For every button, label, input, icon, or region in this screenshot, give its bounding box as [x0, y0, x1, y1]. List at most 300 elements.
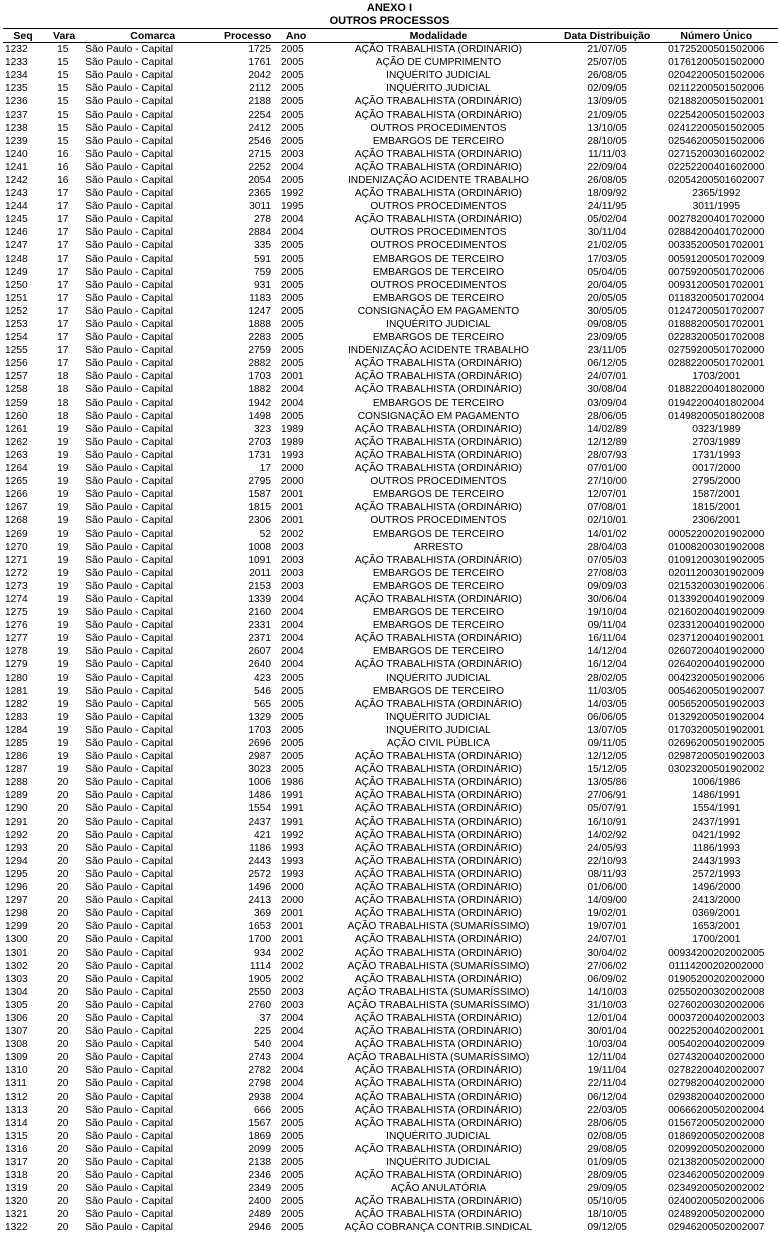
cell-modalidade: AÇÃO TRABALHISTA (ORDINÁRIO) — [354, 855, 523, 867]
cell-modalidade: AÇÃO ANULATÓRIA — [390, 1183, 487, 1195]
cell-ano: 2005 — [281, 83, 304, 95]
table-row — [3, 344, 778, 357]
cell-comarca: São Paulo - Capital — [85, 1157, 174, 1169]
cell-data-distribuicao: 18/10/05 — [587, 1209, 627, 1221]
cell-data-distribuicao: 21/09/05 — [587, 109, 627, 121]
cell-ano: 1989 — [281, 423, 304, 435]
cell-modalidade: INQUÉRITO JUDICIAL — [386, 711, 491, 723]
cell-vara: 20 — [57, 1170, 69, 1182]
cell-seq: 1270 — [5, 541, 28, 553]
cell-vara: 18 — [57, 410, 69, 422]
cell-comarca: São Paulo - Capital — [85, 855, 174, 867]
cell-modalidade: AÇÃO TRABALHISTA (ORDINÁRIO) — [354, 764, 523, 776]
cell-vara: 20 — [57, 1078, 69, 1090]
column-header-processo: Processo — [220, 29, 275, 43]
cell-ano: 1993 — [281, 449, 304, 461]
cell-comarca: São Paulo - Capital — [85, 986, 174, 998]
cell-vara: 15 — [57, 96, 69, 108]
cell-vara: 19 — [57, 698, 69, 710]
table-row — [3, 449, 778, 462]
cell-modalidade: AÇÃO TRABALHISTA (ORDINÁRIO) — [354, 816, 523, 828]
cell-seq: 1237 — [5, 109, 28, 121]
column-header-comarca: Comarca — [85, 29, 220, 43]
cell-modalidade: INQUÉRITO JUDICIAL — [386, 1157, 491, 1169]
cell-processo: 1496 — [248, 882, 272, 894]
table-row — [3, 567, 778, 580]
cell-data-distribuicao: 05/02/04 — [587, 214, 627, 226]
cell-vara: 19 — [57, 502, 69, 514]
table-row — [3, 226, 778, 239]
cell-seq: 1295 — [5, 868, 28, 880]
cell-ano: 2005 — [281, 44, 304, 56]
table-row — [3, 135, 778, 148]
cell-vara: 20 — [57, 921, 69, 933]
cell-modalidade: AÇÃO TRABALHISTA (ORDINÁRIO) — [354, 659, 523, 671]
cell-processo: 2550 — [248, 986, 272, 998]
cell-modalidade: AÇÃO TRABALHISTA (ORDINÁRIO) — [354, 1065, 523, 1077]
cell-data-distribuicao: 14/03/05 — [587, 698, 627, 710]
cell-seq: 1245 — [5, 214, 28, 226]
cell-vara: 17 — [57, 305, 69, 317]
table-row — [3, 122, 778, 135]
cell-ano: 2005 — [281, 672, 304, 684]
cell-numero-unico: 00591200501702009 — [668, 253, 765, 265]
table-header-row — [3, 29, 778, 43]
cell-modalidade: AÇÃO TRABALHISTA (ORDINÁRIO) — [354, 463, 523, 475]
cell-data-distribuicao: 24/07/01 — [587, 371, 627, 383]
table-row — [3, 672, 778, 685]
cell-seq: 1284 — [5, 724, 28, 736]
cell-comarca: São Paulo - Capital — [85, 580, 174, 592]
cell-vara: 19 — [57, 607, 69, 619]
cell-modalidade: EMBARGOS DE TERCEIRO — [372, 607, 505, 619]
cell-vara: 15 — [57, 57, 69, 69]
cell-seq: 1281 — [5, 685, 28, 697]
cell-data-distribuicao: 08/11/93 — [587, 868, 627, 880]
cell-vara: 20 — [57, 1209, 69, 1221]
cell-vara: 17 — [57, 188, 69, 200]
cell-comarca: São Paulo - Capital — [85, 738, 174, 750]
document-header — [0, 0, 779, 28]
cell-modalidade: AÇÃO TRABALHISTA (ORDINÁRIO) — [354, 358, 523, 370]
document-title: ANEXO I — [366, 2, 413, 14]
cell-data-distribuicao: 13/05/86 — [587, 777, 627, 789]
cell-numero-unico: 02946200502002007 — [668, 1222, 765, 1234]
cell-processo: 2042 — [248, 70, 272, 82]
cell-ano: 2005 — [281, 738, 304, 750]
cell-seq: 1285 — [5, 738, 28, 750]
cell-vara: 15 — [57, 122, 69, 134]
cell-data-distribuicao: 18/09/92 — [587, 188, 627, 200]
cell-comarca: São Paulo - Capital — [85, 201, 174, 213]
cell-comarca: São Paulo - Capital — [85, 960, 174, 972]
cell-seq: 1249 — [5, 266, 28, 278]
cell-seq: 1305 — [5, 999, 28, 1011]
cell-comarca: São Paulo - Capital — [85, 921, 174, 933]
cell-processo: 1186 — [249, 842, 272, 854]
cell-modalidade: AÇÃO TRABALHISTA (ORDINÁRIO) — [354, 554, 523, 566]
cell-modalidade: AÇÃO TRABALHISTA (ORDINÁRIO) — [354, 1170, 523, 1182]
cell-seq: 1271 — [5, 554, 28, 566]
cell-vara: 16 — [57, 148, 69, 160]
cell-vara: 20 — [57, 908, 69, 920]
cell-comarca: São Paulo - Capital — [85, 240, 174, 252]
cell-seq: 1314 — [5, 1117, 28, 1129]
cell-comarca: São Paulo - Capital — [85, 371, 174, 383]
cell-seq: 1297 — [5, 895, 28, 907]
cell-vara: 17 — [57, 253, 69, 265]
cell-data-distribuicao: 05/07/91 — [587, 803, 627, 815]
table-row — [3, 1195, 778, 1208]
cell-processo: 2331 — [248, 620, 272, 632]
cell-numero-unico: 0017/2000 — [692, 463, 741, 475]
table-row — [3, 907, 778, 920]
cell-modalidade: AÇÃO TRABALHISTA (SUMARÍSSIMO) — [347, 986, 530, 998]
cell-seq: 1302 — [5, 960, 28, 972]
cell-ano: 2002 — [281, 973, 304, 985]
table-row — [3, 357, 778, 370]
cell-numero-unico: 02987200501902003 — [668, 751, 765, 763]
cell-data-distribuicao: 24/07/01 — [587, 934, 627, 946]
cell-ano: 2005 — [281, 96, 304, 108]
cell-vara: 17 — [57, 345, 69, 357]
cell-ano: 2001 — [281, 515, 304, 527]
cell-vara: 19 — [57, 633, 69, 645]
cell-data-distribuicao: 27/10/00 — [587, 476, 627, 488]
cell-ano: 1991 — [281, 816, 304, 828]
cell-numero-unico: 01869200502002008 — [668, 1130, 765, 1142]
cell-numero-unico: 02760200302002006 — [668, 999, 765, 1011]
cell-modalidade: OUTROS PROCEDIMENTOS — [370, 476, 507, 488]
cell-seq: 1266 — [5, 489, 28, 501]
cell-processo: 1339 — [248, 593, 272, 605]
table-row — [3, 43, 778, 57]
cell-ano: 2003 — [281, 567, 304, 579]
table-row — [3, 1221, 778, 1234]
cell-data-distribuicao: 12/11/04 — [587, 1052, 627, 1064]
cell-modalidade: AÇÃO TRABALHISTA (ORDINÁRIO) — [354, 371, 523, 383]
cell-numero-unico: 01905200202002000 — [668, 973, 765, 985]
table-row — [3, 1143, 778, 1156]
cell-data-distribuicao: 07/08/01 — [587, 502, 627, 514]
table-row — [3, 475, 778, 488]
cell-modalidade: EMBARGOS DE TERCEIRO — [372, 292, 505, 304]
cell-comarca: São Paulo - Capital — [85, 777, 174, 789]
cell-modalidade: AÇÃO TRABALHISTA (ORDINÁRIO) — [354, 44, 523, 56]
cell-data-distribuicao: 14/02/89 — [587, 423, 627, 435]
cell-vara: 20 — [57, 1222, 69, 1234]
cell-modalidade: AÇÃO TRABALHISTA (ORDINÁRIO) — [354, 384, 523, 396]
cell-processo: 52 — [259, 528, 272, 540]
cell-numero-unico: 00278200401702000 — [668, 214, 765, 226]
cell-modalidade: EMBARGOS DE TERCEIRO — [372, 685, 505, 697]
cell-processo: 666 — [254, 1104, 272, 1116]
cell-modalidade: ARRESTO — [413, 541, 463, 553]
cell-modalidade: AÇÃO TRABALHISTA (ORDINÁRIO) — [354, 1039, 523, 1051]
cell-data-distribuicao: 14/10/03 — [587, 986, 627, 998]
cell-ano: 2004 — [281, 1078, 304, 1090]
cell-ano: 2005 — [281, 109, 304, 121]
cell-processo: 2138 — [248, 1157, 272, 1169]
cell-numero-unico: 02349200502002002 — [668, 1183, 765, 1195]
cell-modalidade: CONSIGNAÇÃO EM PAGAMENTO — [357, 305, 520, 317]
cell-processo: 1882 — [248, 384, 272, 396]
cell-data-distribuicao: 27/08/03 — [587, 567, 627, 579]
cell-processo: 3011 — [249, 201, 272, 213]
cell-comarca: São Paulo - Capital — [85, 1065, 174, 1077]
cell-modalidade: OUTROS PROCEDIMENTOS — [370, 515, 507, 527]
cell-data-distribuicao: 14/09/00 — [587, 895, 627, 907]
cell-processo: 1905 — [248, 973, 272, 985]
cell-ano: 2003 — [281, 554, 304, 566]
cell-ano: 2004 — [281, 1012, 304, 1024]
cell-processo: 1700 — [248, 934, 272, 946]
cell-numero-unico: 02400200502002006 — [668, 1196, 765, 1208]
cell-vara: 19 — [57, 423, 69, 435]
cell-ano: 2005 — [281, 1143, 304, 1155]
cell-comarca: São Paulo - Capital — [85, 135, 174, 147]
cell-vara: 19 — [57, 659, 69, 671]
cell-modalidade: AÇÃO TRABALHISTA (ORDINÁRIO) — [354, 161, 523, 173]
cell-comarca: São Paulo - Capital — [85, 489, 174, 501]
cell-processo: 1761 — [248, 57, 272, 69]
cell-numero-unico: 00546200501902007 — [668, 685, 765, 697]
cell-seq: 1301 — [5, 947, 28, 959]
cell-numero-unico: 02759200501702000 — [668, 345, 765, 357]
cell-seq: 1259 — [5, 397, 28, 409]
cell-numero-unico: 02054200501602007 — [668, 174, 765, 186]
cell-processo: 1703 — [248, 724, 272, 736]
cell-processo: 2437 — [248, 816, 272, 828]
cell-data-distribuicao: 06/12/04 — [587, 1091, 627, 1103]
cell-comarca: São Paulo - Capital — [85, 384, 174, 396]
cell-processo: 1498 — [248, 410, 272, 422]
cell-numero-unico: 1815/2001 — [692, 502, 741, 514]
cell-numero-unico: 1006/1986 — [692, 777, 741, 789]
cell-ano: 2005 — [281, 1222, 304, 1234]
cell-data-distribuicao: 28/06/05 — [587, 410, 627, 422]
cell-processo: 934 — [254, 947, 272, 959]
cell-seq: 1318 — [5, 1170, 28, 1182]
table-row — [3, 802, 778, 815]
cell-numero-unico: 02743200402002000 — [668, 1052, 765, 1064]
table-row — [3, 370, 778, 383]
cell-vara: 17 — [57, 201, 69, 213]
cell-data-distribuicao: 28/09/05 — [587, 1170, 627, 1182]
cell-ano: 2001 — [281, 921, 304, 933]
table-row — [3, 920, 778, 933]
cell-comarca: São Paulo - Capital — [85, 646, 174, 658]
table-body — [3, 43, 778, 1235]
cell-modalidade: AÇÃO TRABALHISTA (SUMARÍSSIMO) — [347, 921, 530, 933]
cell-data-distribuicao: 23/09/05 — [587, 332, 627, 344]
cell-ano: 2004 — [281, 161, 304, 173]
table-row — [3, 331, 778, 344]
cell-vara: 20 — [57, 1183, 69, 1195]
table-row — [3, 1051, 778, 1064]
cell-numero-unico: 00052200201902000 — [668, 528, 765, 540]
table-row — [3, 855, 778, 868]
cell-ano: 2005 — [281, 279, 304, 291]
cell-data-distribuicao: 19/11/04 — [587, 1065, 627, 1077]
cell-vara: 20 — [57, 1012, 69, 1024]
cell-comarca: São Paulo - Capital — [85, 253, 174, 265]
cell-comarca: São Paulo - Capital — [85, 96, 174, 108]
cell-numero-unico: 02696200501902005 — [668, 738, 765, 750]
cell-numero-unico: 02371200401902001 — [668, 633, 765, 645]
table-row — [3, 698, 778, 711]
cell-processo: 423 — [254, 672, 272, 684]
cell-seq: 1316 — [5, 1143, 28, 1155]
cell-vara: 19 — [57, 724, 69, 736]
cell-data-distribuicao: 11/11/03 — [588, 148, 627, 160]
cell-seq: 1307 — [5, 1026, 28, 1038]
table-row — [3, 213, 778, 226]
cell-seq: 1235 — [5, 83, 28, 95]
cell-numero-unico: 02489200502002000 — [668, 1209, 765, 1221]
cell-vara: 15 — [57, 83, 69, 95]
cell-modalidade: AÇÃO TRABALHISTA (ORDINÁRIO) — [354, 908, 523, 920]
cell-ano: 2004 — [281, 1052, 304, 1064]
cell-comarca: São Paulo - Capital — [85, 842, 174, 854]
cell-seq: 1292 — [5, 829, 28, 841]
cell-processo: 2743 — [248, 1052, 272, 1064]
cell-seq: 1272 — [5, 567, 28, 579]
table-row — [3, 737, 778, 750]
cell-vara: 19 — [57, 489, 69, 501]
table-row — [3, 685, 778, 698]
cell-comarca: São Paulo - Capital — [85, 790, 174, 802]
cell-comarca: São Paulo - Capital — [85, 1039, 174, 1051]
cell-vara: 18 — [57, 371, 69, 383]
cell-seq: 1279 — [5, 659, 28, 671]
table-row — [3, 200, 778, 213]
cell-modalidade: EMBARGOS DE TERCEIRO — [372, 266, 505, 278]
cell-data-distribuicao: 05/04/05 — [587, 266, 627, 278]
cell-vara: 19 — [57, 436, 69, 448]
cell-processo: 17 — [259, 463, 272, 475]
cell-modalidade: INQUÉRITO JUDICIAL — [386, 1130, 491, 1142]
cell-vara: 16 — [57, 174, 69, 186]
cell-data-distribuicao: 02/10/01 — [587, 515, 627, 527]
cell-numero-unico: 02346200502002009 — [668, 1170, 765, 1182]
cell-numero-unico: 00423200501902006 — [668, 672, 765, 684]
cell-vara: 20 — [57, 1196, 69, 1208]
cell-processo: 2703 — [248, 436, 272, 448]
cell-data-distribuicao: 01/06/00 — [587, 882, 627, 894]
cell-data-distribuicao: 26/08/05 — [587, 70, 627, 82]
cell-processo: 1725 — [248, 44, 272, 56]
cell-numero-unico: 02254200501502003 — [668, 109, 765, 121]
cell-modalidade: AÇÃO TRABALHISTA (ORDINÁRIO) — [354, 593, 523, 605]
cell-ano: 2004 — [281, 227, 304, 239]
cell-numero-unico: 02607200401902000 — [668, 646, 765, 658]
table-row — [3, 868, 778, 881]
cell-comarca: São Paulo - Capital — [85, 1104, 174, 1116]
cell-ano: 2004 — [281, 1091, 304, 1103]
cell-processo: 2099 — [248, 1143, 272, 1155]
cell-numero-unico: 02011200301902009 — [668, 567, 765, 579]
cell-modalidade: EMBARGOS DE TERCEIRO — [372, 646, 505, 658]
cell-modalidade: AÇÃO TRABALHISTA (ORDINÁRIO) — [354, 803, 523, 815]
cell-processo: 1888 — [248, 319, 272, 331]
cell-ano: 2002 — [281, 528, 304, 540]
cell-seq: 1309 — [5, 1052, 28, 1064]
cell-processo: 2188 — [248, 96, 272, 108]
cell-ano: 2001 — [281, 489, 304, 501]
table-row — [3, 305, 778, 318]
cell-comarca: São Paulo - Capital — [85, 1117, 174, 1129]
table-row — [3, 436, 778, 449]
cell-vara: 20 — [57, 790, 69, 802]
table-row — [3, 789, 778, 802]
cell-numero-unico: 02938200402002000 — [668, 1091, 765, 1103]
cell-processo: 546 — [254, 685, 272, 697]
cell-numero-unico: 2365/1992 — [692, 188, 741, 200]
cell-seq: 1320 — [5, 1196, 28, 1208]
table-row — [3, 239, 778, 252]
cell-numero-unico: 1554/1991 — [692, 803, 741, 815]
table-row — [3, 292, 778, 305]
cell-comarca: São Paulo - Capital — [85, 463, 174, 475]
cell-processo: 2759 — [248, 345, 272, 357]
cell-processo: 1554 — [248, 803, 272, 815]
cell-comarca: São Paulo - Capital — [85, 724, 174, 736]
cell-comarca: São Paulo - Capital — [85, 109, 174, 121]
cell-processo: 1486 — [248, 790, 272, 802]
cell-comarca: São Paulo - Capital — [85, 122, 174, 134]
cell-numero-unico: 2437/1991 — [692, 816, 741, 828]
cell-comarca: São Paulo - Capital — [85, 1196, 174, 1208]
table-row — [3, 410, 778, 423]
cell-ano: 2005 — [281, 410, 304, 422]
table-row — [3, 632, 778, 645]
cell-numero-unico: 1653/2001 — [692, 921, 741, 933]
cell-modalidade: AÇÃO CIVIL PÚBLICA — [386, 738, 491, 750]
cell-seq: 1286 — [5, 751, 28, 763]
cell-ano: 2003 — [281, 580, 304, 592]
cell-processo: 2760 — [248, 999, 272, 1011]
cell-processo: 2349 — [248, 1183, 272, 1195]
cell-processo: 2884 — [248, 227, 272, 239]
cell-comarca: São Paulo - Capital — [85, 620, 174, 632]
cell-comarca: São Paulo - Capital — [85, 188, 174, 200]
cell-numero-unico: 01567200502002000 — [668, 1117, 765, 1129]
cell-ano: 1992 — [281, 188, 304, 200]
cell-ano: 2003 — [281, 148, 304, 160]
cell-data-distribuicao: 19/02/01 — [587, 908, 627, 920]
cell-comarca: São Paulo - Capital — [85, 1170, 174, 1182]
column-header-vara: Vara — [43, 29, 85, 43]
cell-seq: 1294 — [5, 855, 28, 867]
cell-numero-unico: 02153200301902006 — [668, 580, 765, 592]
cell-numero-unico: 00540200402002009 — [668, 1039, 765, 1051]
cell-ano: 2005 — [281, 1157, 304, 1169]
cell-modalidade: AÇÃO TRABALHISTA (ORDINÁRIO) — [354, 1026, 523, 1038]
cell-comarca: São Paulo - Capital — [85, 751, 174, 763]
cell-data-distribuicao: 30/06/04 — [587, 593, 627, 605]
cell-vara: 20 — [57, 829, 69, 841]
cell-ano: 2005 — [281, 698, 304, 710]
cell-ano: 2005 — [281, 1209, 304, 1221]
cell-numero-unico: 2306/2001 — [692, 515, 741, 527]
cell-vara: 20 — [57, 1065, 69, 1077]
cell-processo: 2795 — [248, 476, 272, 488]
table-row — [3, 842, 778, 855]
cell-numero-unico: 02331200401902000 — [668, 620, 765, 632]
cell-ano: 2005 — [281, 358, 304, 370]
cell-modalidade: EMBARGOS DE TERCEIRO — [372, 397, 505, 409]
